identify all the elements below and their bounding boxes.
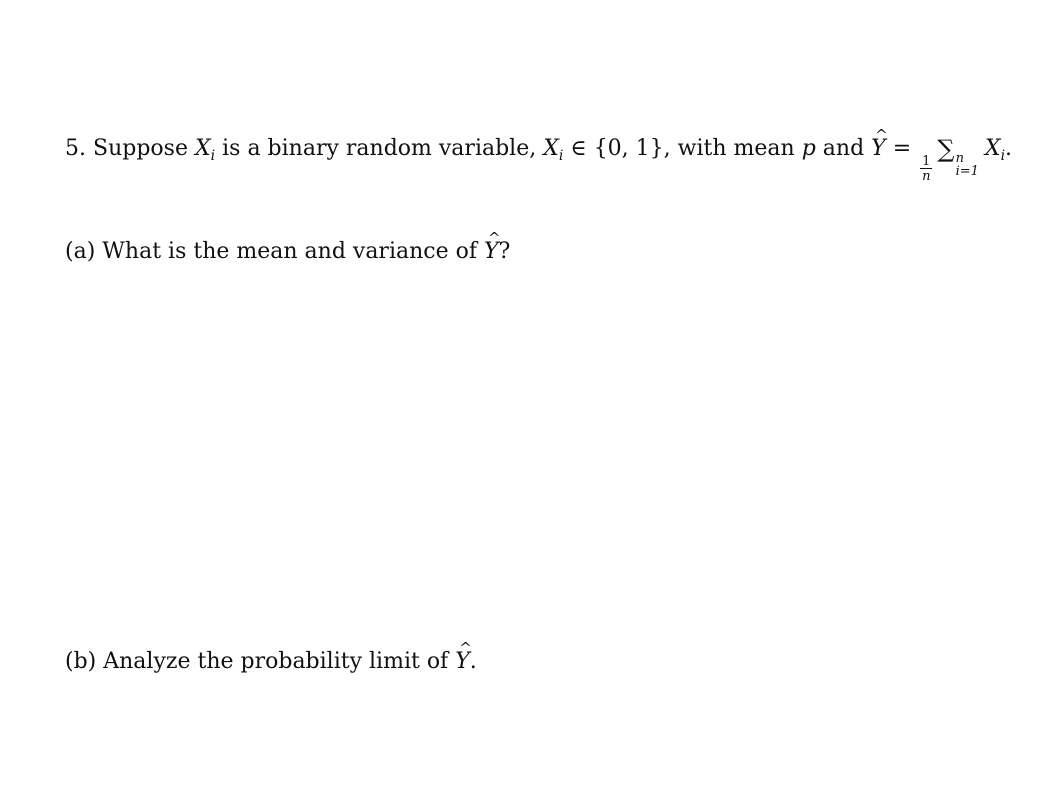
part-a — [65, 237, 510, 267]
x-variable: $X_i$ — [194, 136, 216, 164]
fraction-denominator: n — [922, 169, 931, 184]
x-variable-2: $X_i$ — [543, 136, 564, 164]
part-a-end: ? — [498, 239, 511, 264]
question-intro: Suppose — [93, 136, 188, 161]
question-text-3: and — [822, 136, 865, 161]
x-variable-3: $X_i$ — [984, 136, 1006, 164]
y-hat-variable-a: ^ Y — [484, 237, 499, 267]
part-b-text: Analyze the probability limit of — [103, 649, 449, 674]
part-a-label: (a) — [65, 239, 96, 264]
part-b-end: . — [469, 649, 477, 674]
summation-limits — [956, 152, 979, 178]
binary-set: {0, 1} — [593, 136, 664, 161]
question-text-2: , with mean — [663, 136, 795, 161]
element-of-symbol: ∈ — [570, 136, 587, 161]
equals-sign: = — [892, 136, 912, 161]
question-end: . — [1005, 136, 1013, 161]
part-b-label: (b) — [65, 649, 97, 674]
fraction-one-over-n — [920, 155, 932, 183]
fraction-numerator: 1 — [922, 154, 931, 169]
sum-upper-limit: n — [955, 151, 964, 166]
part-a-text: What is the mean and variance of — [102, 239, 477, 264]
question-number: 5. — [65, 136, 86, 161]
part-b — [65, 647, 477, 677]
question-5 — [65, 134, 1012, 183]
question-text-1: is a binary random variable, — [222, 136, 537, 161]
summation-symbol: ∑ — [937, 135, 955, 163]
y-hat-variable-b: ^ Y — [455, 647, 470, 677]
y-hat-variable: ^ Y — [871, 134, 886, 164]
sum-lower-limit: i=1 — [955, 164, 979, 179]
p-variable: p — [801, 136, 816, 161]
